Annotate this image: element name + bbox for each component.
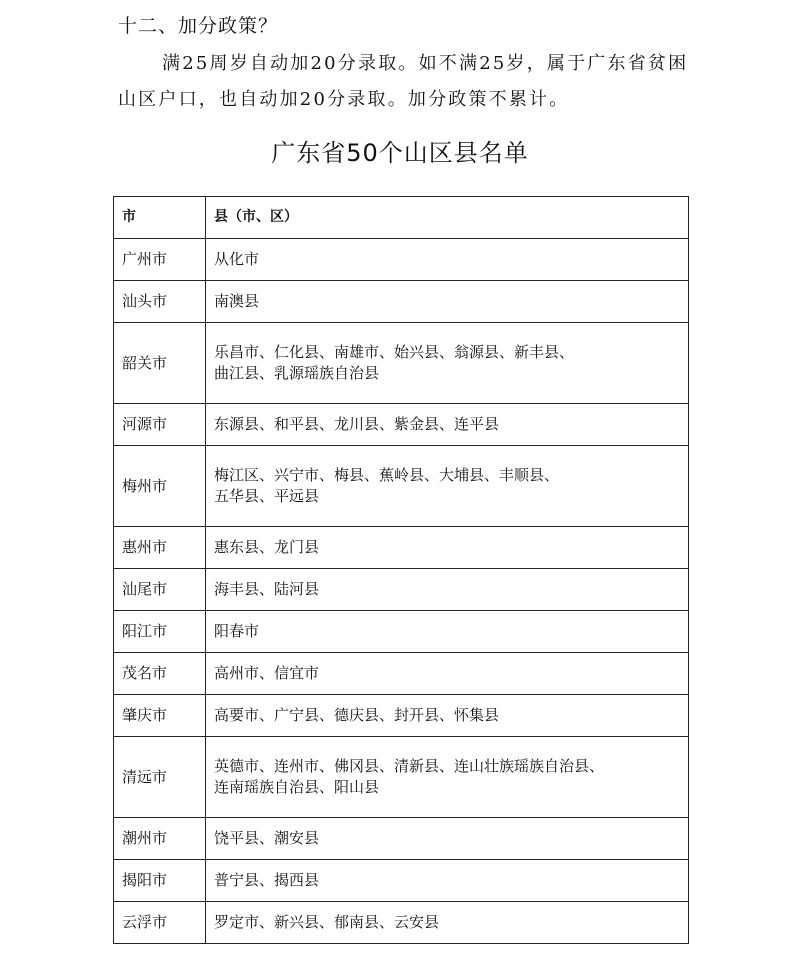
table-row	[114, 239, 689, 281]
counties-line: 罗定市、新兴县、郁南县、云安县	[214, 913, 440, 931]
counties-cell	[206, 611, 689, 653]
counties-line: 英德市、连州市、佛冈县、清新县、连山壮族瑶族自治县、	[214, 757, 605, 775]
counties-cell	[206, 569, 689, 611]
counties-cell	[206, 239, 689, 281]
counties-line: 阳春市	[214, 622, 260, 640]
city-cell: 河源市	[114, 404, 206, 446]
header-city: 市	[114, 197, 206, 239]
table-row	[114, 404, 689, 446]
counties-line: 五华县、平远县	[214, 487, 320, 505]
city-cell: 汕头市	[114, 281, 206, 323]
counties-line: 普宁县、揭西县	[214, 871, 320, 889]
counties-cell	[206, 737, 689, 818]
counties-cell	[206, 860, 689, 902]
table-body	[114, 239, 689, 944]
policy-paragraph: 满25周岁自动加20分录取。如不满25岁，属于广东省贫困山区户口，也自动加20分录取。加分政策不累计。	[118, 53, 689, 110]
table-row	[114, 527, 689, 569]
section-heading: 十二、加分政策？	[118, 15, 279, 37]
counties-line: 饶平县、潮安县	[214, 829, 320, 847]
table-row	[114, 281, 689, 323]
table-title: 广东省50个山区县名单	[271, 139, 529, 167]
table-row	[114, 695, 689, 737]
counties-cell	[206, 281, 689, 323]
table-row	[114, 653, 689, 695]
counties-line: 高州市、信宜市	[214, 664, 320, 682]
table-row	[114, 902, 689, 944]
city-cell: 韶关市	[114, 323, 206, 404]
counties-cell	[206, 404, 689, 446]
counties-line: 南澳县	[214, 292, 260, 310]
counties-line: 曲江县、乳源瑶族自治县	[214, 364, 380, 382]
city-cell: 肇庆市	[114, 695, 206, 737]
counties-cell	[206, 653, 689, 695]
counties-line: 乐昌市、仁化县、南雄市、始兴县、翁源县、新丰县、	[214, 343, 575, 361]
counties-line: 梅江区、兴宁市、梅县、蕉岭县、大埔县、丰顺县、	[214, 466, 560, 484]
counties-cell	[206, 527, 689, 569]
counties-line: 从化市	[214, 250, 260, 268]
city-cell: 梅州市	[114, 446, 206, 527]
table-row	[114, 323, 689, 404]
counties-cell	[206, 446, 689, 527]
city-cell: 清远市	[114, 737, 206, 818]
counties-line: 东源县、和平县、龙川县、紫金县、连平县	[214, 415, 500, 433]
city-cell: 潮州市	[114, 818, 206, 860]
city-cell: 揭阳市	[114, 860, 206, 902]
counties-cell	[206, 695, 689, 737]
counties-cell	[206, 818, 689, 860]
counties-line: 惠东县、龙门县	[214, 538, 320, 556]
city-cell: 茂名市	[114, 653, 206, 695]
table-row	[114, 611, 689, 653]
header-counties: 县（市、区）	[206, 197, 689, 239]
table-row	[114, 860, 689, 902]
city-cell: 惠州市	[114, 527, 206, 569]
city-cell: 阳江市	[114, 611, 206, 653]
counties-cell	[206, 323, 689, 404]
city-cell: 汕尾市	[114, 569, 206, 611]
city-cell: 云浮市	[114, 902, 206, 944]
city-cell: 广州市	[114, 239, 206, 281]
table-row	[114, 818, 689, 860]
counties-line: 连南瑶族自治县、阳山县	[214, 778, 380, 796]
table-row	[114, 569, 689, 611]
counties-cell	[206, 902, 689, 944]
mountain-county-table	[113, 196, 689, 944]
table-header-row	[114, 197, 689, 239]
table-row	[114, 446, 689, 527]
counties-line: 高要市、广宁县、德庆县、封开县、怀集县	[214, 706, 500, 724]
table-row	[114, 737, 689, 818]
counties-line: 海丰县、陆河县	[214, 580, 320, 598]
